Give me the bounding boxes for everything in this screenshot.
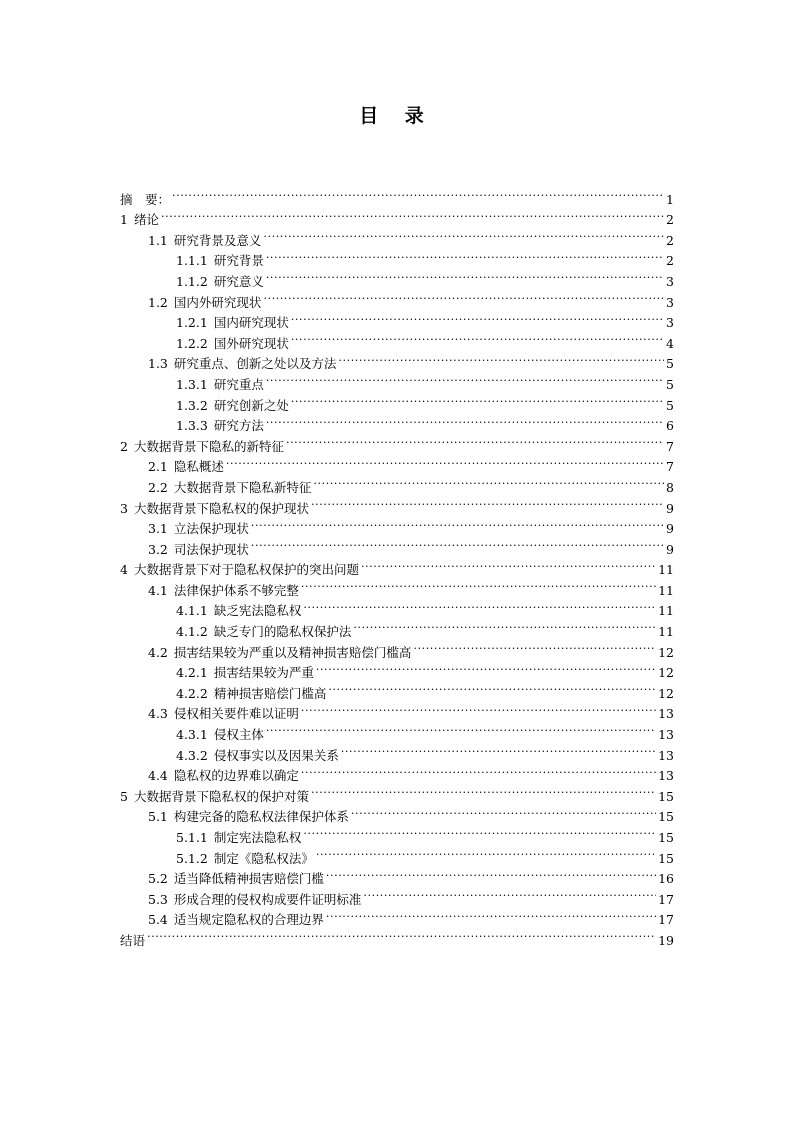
page-title: 目 录	[359, 105, 434, 127]
toc-entry-number: 1.1.2	[176, 273, 208, 289]
toc-entry-page-number: 19	[658, 932, 674, 948]
toc-dot-leader	[301, 698, 656, 719]
toc-entry-page-number: 17	[658, 912, 674, 928]
toc-entry-page-number: 15	[658, 830, 674, 845]
toc-dot-leader	[291, 389, 664, 410]
toc-entry-number: 1.2.1	[176, 315, 208, 331]
toc-entry-label: 侵权相关要件难以证明	[173, 706, 299, 722]
toc-entry-label: 损害结果较为严重	[213, 665, 314, 681]
toc-dot-leader	[316, 657, 656, 678]
toc-entry-label: 国外研究现状	[213, 335, 289, 351]
toc-entry-page-number: 5	[666, 356, 674, 372]
toc-entry-page-number: 2	[666, 253, 674, 269]
toc-entry-page-number: 5	[666, 397, 674, 413]
toc-dot-leader	[266, 718, 656, 739]
toc-dot-leader	[263, 286, 664, 307]
toc-entry-number: 4.1.2	[176, 624, 208, 640]
toc-entry-page-number: 17	[658, 891, 674, 907]
toc-dot-leader	[172, 183, 664, 204]
toc-dot-leader	[363, 883, 656, 904]
toc-entry-label: 大数据背景下隐私新特征	[173, 479, 312, 495]
toc-dot-leader	[326, 863, 656, 884]
toc-entry-page-number: 15	[658, 788, 674, 804]
toc-dot-leader	[266, 410, 664, 431]
toc-dot-leader	[413, 636, 656, 657]
toc-entry-number: 摘 要：	[120, 191, 171, 207]
toc-entry-label: 研究意义	[213, 273, 264, 289]
toc-entry-number: 4.2.2	[176, 685, 208, 701]
toc-entry-number: 5.1.2	[176, 850, 208, 866]
toc-entry-label: 适当规定隐私权的合理边界	[173, 912, 324, 928]
toc-entry-page-number: 13	[658, 706, 674, 722]
toc-entry-page-number: 15	[658, 850, 674, 866]
toc-dot-leader	[361, 554, 656, 575]
toc-entry-page-number: 11	[658, 603, 674, 619]
toc-entry[interactable]	[120, 924, 674, 948]
toc-dot-leader	[351, 801, 656, 822]
toc-entry-number: 1.2.2	[176, 335, 208, 351]
toc-entry[interactable]	[120, 183, 674, 207]
toc-entry[interactable]	[120, 204, 674, 228]
toc-entry-number: 2.1	[148, 459, 168, 475]
toc-dot-leader	[161, 204, 664, 225]
toc-dot-leader	[303, 821, 656, 842]
toc-entry-label: 侵权事实以及因果关系	[213, 747, 339, 763]
toc-entry-number: 5.1	[148, 809, 168, 825]
toc-entry-page-number: 12	[658, 644, 674, 660]
toc-entry-page-number: 6	[666, 418, 674, 434]
toc-dot-leader	[251, 513, 664, 534]
toc-entry-page-number: 1	[666, 191, 674, 207]
toc-entry-number: 5.4	[148, 912, 168, 928]
toc-entry-label: 侵权主体	[213, 727, 264, 743]
toc-dot-leader	[353, 615, 656, 636]
toc-entry-label: 缺乏宪法隐私权	[213, 603, 302, 619]
toc-entry-page-number: 12	[658, 665, 674, 681]
toc-entry-number: 5.1.1	[176, 830, 208, 845]
toc-entry-label: 形成合理的侵权构成要件证明标准	[173, 891, 362, 907]
toc-entry-page-number: 3	[666, 315, 674, 331]
toc-entry-label: 损害结果较为严重以及精神损害赔偿门槛高	[173, 644, 412, 660]
toc-dot-leader	[301, 760, 656, 781]
toc-entry-page-number: 13	[658, 768, 674, 784]
toc-entry-number: 4.2.1	[176, 665, 208, 681]
toc-entry-number: 4.3.1	[176, 727, 208, 743]
toc-entry-number: 1	[120, 212, 128, 228]
toc-entry-page-number: 11	[658, 562, 674, 578]
table-of-contents	[120, 183, 674, 948]
toc-entry-page-number: 2	[666, 232, 674, 248]
toc-dot-leader	[341, 739, 656, 760]
toc-entry-number: 3.1	[148, 521, 168, 537]
toc-entry-page-number: 3	[666, 273, 674, 289]
toc-entry-label: 适当降低精神损害赔偿门槛	[173, 871, 324, 887]
toc-entry-label: 研究背景及意义	[173, 232, 262, 248]
toc-entry-number: 4.4	[148, 768, 168, 784]
toc-dot-leader	[326, 904, 656, 925]
toc-entry-number: 2.2	[148, 479, 168, 495]
toc-dot-leader	[286, 430, 664, 451]
toc-entry-label: 研究方法	[213, 418, 264, 434]
toc-entry-page-number: 11	[658, 582, 674, 598]
toc-entry[interactable]	[120, 224, 674, 248]
toc-entry-number: 4.3	[148, 706, 168, 722]
toc-entry-number: 3	[120, 500, 128, 516]
toc-entry-label: 隐私权的边界难以确定	[173, 768, 299, 784]
toc-dot-leader	[251, 533, 664, 554]
toc-entry-label: 构建完备的隐私权法律保护体系	[173, 809, 349, 825]
toc-entry-number: 1.3	[148, 356, 168, 372]
toc-dot-leader	[301, 574, 656, 595]
toc-entry-page-number: 3	[666, 294, 674, 310]
toc-entry-label: 研究背景	[213, 253, 264, 269]
toc-entry-page-number: 7	[666, 438, 674, 454]
toc-dot-leader	[316, 842, 656, 863]
toc-entry-page-number: 9	[666, 541, 674, 557]
toc-dot-leader	[311, 492, 664, 513]
toc-entry-label: 缺乏专门的隐私权保护法	[213, 624, 352, 640]
toc-entry-page-number: 15	[658, 809, 674, 825]
toc-entry-page-number: 9	[666, 521, 674, 537]
toc-dot-leader	[303, 595, 656, 616]
toc-entry-label: 司法保护现状	[173, 541, 249, 557]
toc-entry-number: 3.2	[148, 541, 168, 557]
toc-entry-page-number: 11	[658, 624, 674, 640]
toc-dot-leader	[313, 471, 664, 492]
toc-dot-leader	[147, 924, 656, 945]
toc-entry-label: 研究重点	[213, 376, 264, 392]
toc-dot-leader	[266, 265, 664, 286]
toc-entry-label: 大数据背景下隐私的新特征	[133, 438, 284, 454]
toc-dot-leader	[263, 224, 664, 245]
toc-entry-page-number: 12	[658, 685, 674, 701]
toc-entry-label: 立法保护现状	[173, 521, 249, 537]
toc-entry-page-number: 7	[666, 459, 674, 475]
toc-entry-label: 大数据背景下隐私权的保护现状	[133, 500, 309, 516]
toc-entry-number: 1.3.1	[176, 376, 208, 392]
toc-entry-number: 5.3	[148, 891, 168, 907]
toc-dot-leader	[328, 677, 656, 698]
toc-entry-label: 研究创新之处	[213, 397, 289, 413]
toc-dot-leader	[311, 780, 656, 801]
toc-entry-label: 精神损害赔偿门槛高	[213, 685, 327, 701]
toc-entry-page-number: 9	[666, 500, 674, 516]
toc-entry-number: 4.1.1	[176, 603, 208, 619]
toc-entry-page-number: 2	[666, 212, 674, 228]
toc-entry-number: 5	[120, 788, 128, 804]
toc-entry-number: 4	[120, 562, 128, 578]
toc-entry-number: 4.1	[148, 582, 168, 598]
toc-entry-page-number: 16	[658, 871, 674, 887]
toc-dot-leader	[291, 327, 664, 348]
toc-entry-number: 1.2	[148, 294, 168, 310]
toc-entry-number: 1.3.3	[176, 418, 208, 434]
toc-entry-label: 国内研究现状	[213, 315, 289, 331]
toc-dot-leader	[226, 451, 664, 472]
toc-entry-label: 隐私概述	[173, 459, 224, 475]
toc-entry-number: 1.3.2	[176, 397, 208, 413]
toc-entry-label: 制定《隐私权法》	[213, 850, 314, 866]
toc-entry-label: 制定宪法隐私权	[213, 830, 302, 845]
toc-entry-label: 绪论	[133, 212, 159, 228]
toc-entry-label: 法律保护体系不够完整	[173, 582, 299, 598]
toc-entry-number: 4.2	[148, 644, 168, 660]
toc-dot-leader	[291, 307, 664, 328]
toc-entry-label: 国内外研究现状	[173, 294, 262, 310]
toc-entry-number: 2	[120, 438, 128, 454]
toc-entry-number: 4.3.2	[176, 747, 208, 763]
toc-dot-leader	[266, 368, 664, 389]
toc-entry-page-number: 13	[658, 727, 674, 743]
toc-entry-label: 大数据背景下对于隐私权保护的突出问题	[133, 562, 359, 578]
toc-entry-number: 1.1.1	[176, 253, 208, 269]
toc-dot-leader	[338, 348, 664, 369]
toc-entry-page-number: 4	[666, 335, 674, 351]
toc-entry-label: 研究重点、创新之处以及方法	[173, 356, 337, 372]
toc-entry-page-number: 5	[666, 376, 674, 392]
toc-entry-label: 大数据背景下隐私权的保护对策	[133, 788, 309, 804]
toc-entry-page-number: 13	[658, 747, 674, 763]
toc-entry-number: 1.1	[148, 232, 168, 248]
toc-entry-page-number: 8	[666, 479, 674, 495]
toc-entry-number: 5.2	[148, 871, 168, 887]
toc-entry-number: 结语	[120, 932, 146, 948]
toc-dot-leader	[266, 245, 664, 266]
